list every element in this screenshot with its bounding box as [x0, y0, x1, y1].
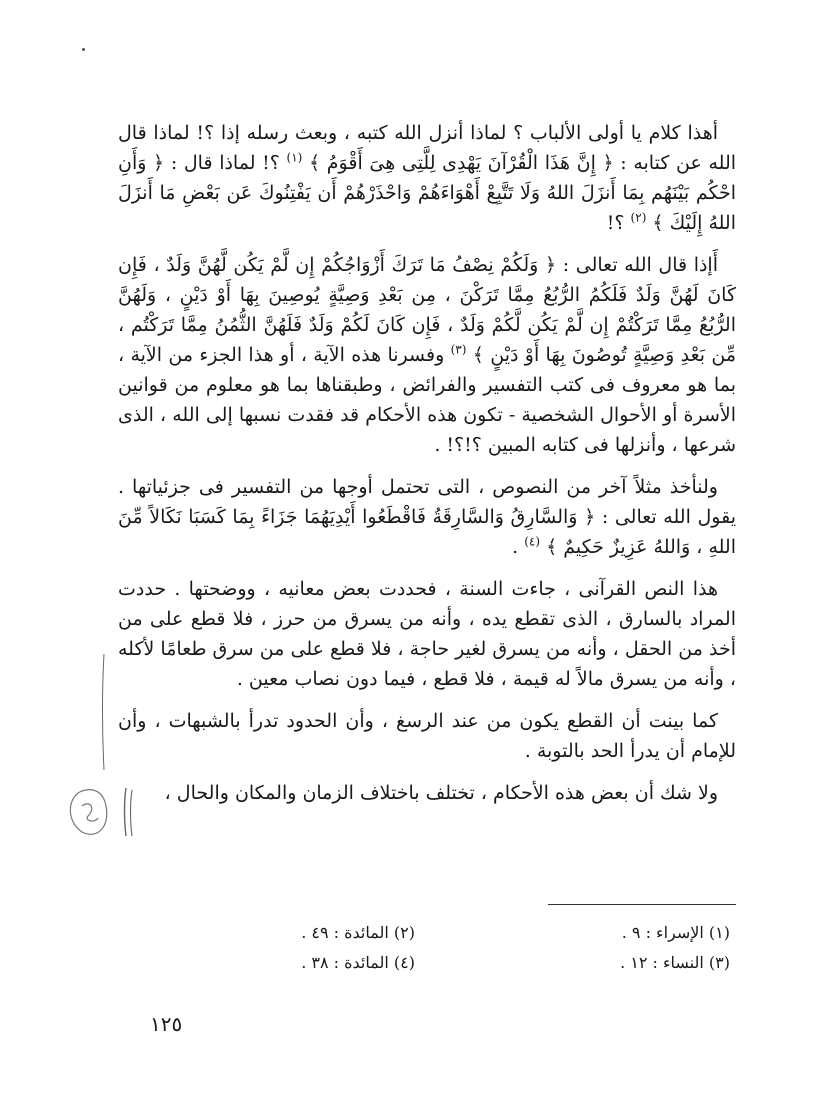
footnotes [190, 918, 730, 978]
footnote-3: (٣) النساء : ١٢ . [620, 953, 730, 972]
paragraph-1-tail: ؟! لماذا قال : ﴿ وَأَنِ احْكُم بَيْنَهُم بِمَا أَنزَلَ اللهُ وَلَا تَتَّبِعْ أَهْوَاءَهُمْ وَاحْذَرْهُمْ أَن يَفْتِنُوكَ عَن بَعْضِ مَا أَنزَلَ اللهُ إِلَيْكَ ﴾ [118, 152, 736, 234]
paragraph-2-text: أَإذا قال الله تعالى : ﴿ وَلَكُمْ نِصْفُ مَا تَرَكَ أَزْوَاجُكُمْ إِن لَّمْ يَكُن لَّهُنَّ وَلَدٌ ، فَإِن كَانَ لَهُنَّ وَلَدٌ فَلَكُمُ الرُّبُعُ مِمَّا تَرَكْنَ ، مِن بَعْدِ وَصِيَّةٍ يُوصِينَ بِهَا أَوْ دَيْنٍ ، وَلَهُنَّ الرُّبُعُ مِمَّا تَرَكْتُمْ إِن لَّمْ يَكُن لَّكُمْ وَلَدٌ ، فَإِن كَانَ لَكُمْ وَلَدٌ فَلَهُنَّ الثُّمُنُ مِمَّا تَرَكْتُم ، مِّن بَعْدِ وَصِيَّةٍ تُوصُونَ بِهَا أَوْ دَيْنٍ ﴾ [118, 254, 737, 366]
margin-circle-scribble [70, 790, 106, 835]
paragraph-1 [118, 118, 736, 238]
paragraph-4: هذا النص القرآنى ، جاءت السنة ، فحددت بعض معانيه ، ووضحتها . حددت المراد بالسارق ، الذى تقطع يده ، وأنه من يسرق من حرز ، فلا قطع على من أخذ من الحقل ، وأنه من يسرق لغير حاجة ، فلا قطع على من سرق طعامًا لأكله ، وأنه من يسرق مالاً له قيمة ، فلا قطع ، فيما دون نصاب معين . [118, 578, 736, 690]
paragraph-3 [118, 472, 736, 562]
paragraph-2-tail: وفسرنا هذه الآية ، أو هذا الجزء من الآية ، بما هو معروف فى كتب التفسير والفرائض ، وطبقناها بما هو معلوم من قوانين الأسرة أو الأحوال الشخصية - تكون هذه الأحكام قد فقدت نسبها إلى الله ، الذى شرعها ، وأنزلها فى كتابه المبين ؟!؟! . [118, 344, 736, 456]
footnote-row-2 [190, 948, 730, 978]
footnote-1: (١) الإسراء : ٩ . [621, 923, 730, 942]
handwritten-margin-mark [60, 650, 140, 850]
footnote-2: (٢) المائدة : ٤٩ . [301, 923, 415, 942]
main-text [118, 118, 736, 820]
margin-vertical-stroke [125, 788, 127, 836]
paragraph-1-end: ؟! [606, 212, 625, 234]
footnote-marker-3: (٣) [450, 342, 467, 357]
page-number: ١٢٥ [150, 1012, 183, 1036]
footnote-marker-1: (١) [286, 150, 303, 165]
paragraph-2 [118, 250, 736, 460]
margin-bracket-line [103, 654, 105, 770]
paragraph-3-end: . [512, 536, 519, 558]
footnote-separator [548, 904, 736, 905]
paragraph-5: كما بينت أن القطع يكون من عند الرسغ ، وأن الحدود تدرأ بالشبهات ، وأن للإمام أن يدرأ الحد بالتوبة . [118, 710, 736, 762]
margin-digit-scribble [82, 804, 98, 821]
footnote-marker-2: (٢) [630, 210, 647, 225]
paragraph-6: ولا شك أن بعض هذه الأحكام ، تختلف باختلاف الزمان والمكان والحال ، [164, 782, 718, 804]
footnote-marker-4: (٤) [524, 534, 541, 549]
scan-speck [82, 48, 85, 51]
footnote-row-1 [190, 918, 730, 948]
paragraph-1-text: أهذا كلام يا أولى الألباب ؟ لماذا أنزل الله كتبه ، وبعث رسله إذا ؟! لماذا قال الله عن كتابه : ﴿ إِنَّ هَذَا الْقُرْآنَ يَهْدِى لِلَّتِى هِىَ أَقْوَمُ ﴾ [118, 122, 737, 174]
margin-vertical-stroke-2 [131, 790, 133, 836]
paragraph-3-text: ولنأخذ مثلاً آخر من النصوص ، التى تحتمل أوجها من التفسير فى جزئياتها . يقول الله تعالى : ﴿ وَالسَّارِقُ وَالسَّارِقَةُ فَاقْطَعُوا أَيْدِيَهُمَا جَزَاءً بِمَا كَسَبَا نَكَالاً مِّنَ اللهِ ، وَاللهُ عَزِيزٌ حَكِيمٌ ﴾ [118, 476, 736, 558]
footnote-4: (٤) المائدة : ٣٨ . [301, 953, 415, 972]
